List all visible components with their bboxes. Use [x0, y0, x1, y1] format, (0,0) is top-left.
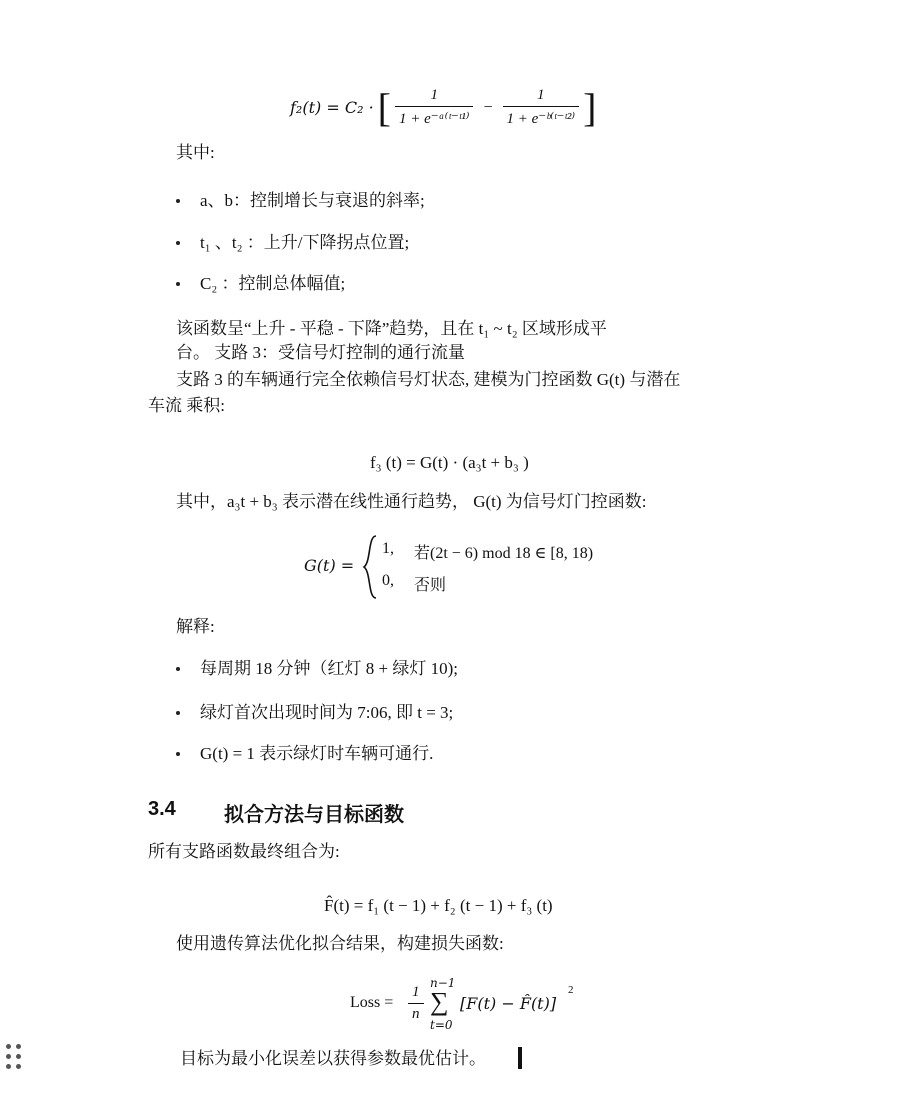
bullet-item: a、b：控制增长与衰退的斜率; [200, 191, 425, 210]
explain-label: 解释: [176, 617, 215, 636]
text-cursor [518, 1047, 522, 1069]
formula-loss-sum-top: n−1 [430, 976, 456, 990]
formula-f2-frac-2 [503, 87, 580, 128]
bullet-item: t₁ 、t₂ ：上升/下降拐点位置; [200, 233, 410, 252]
paragraph-line: 使用遗传算法优化拟合结果，构建损失函数: [176, 934, 504, 953]
bullet-item: 绿灯首次出现时间为 7:06, 即 t = 3; [200, 703, 454, 722]
formula-f3: f₃ (t) = G(t) · (a₃t + b₃ ) [370, 453, 529, 472]
paragraph-line: 车流 乘积: [148, 396, 225, 415]
bullet-item: 每周期 18 分钟（红灯 8 + 绿灯 10); [200, 659, 458, 678]
drag-handle-icon[interactable] [4, 1042, 24, 1072]
formula-g-case1-cond: 若(2t − 6) mod 18 ∈ [8, 18) [414, 545, 594, 562]
paragraph-line: 所有支路函数最终组合为: [148, 842, 340, 861]
where-label-2: 其中，a₃t + b₃ 表示潜在线性通行趋势， G(t) 为信号灯门控函数: [176, 492, 647, 511]
formula-f2-minus: − [483, 98, 493, 116]
formula-g-lhs: G(t) = [304, 556, 355, 575]
formula-loss-frac [408, 984, 424, 1023]
bullet-dot [176, 282, 180, 286]
formula-f2-num-2: 1 [537, 87, 545, 103]
bullet-dot [176, 241, 180, 245]
formula-loss-frac-num: 1 [412, 984, 420, 1000]
formula-f2-lhs: f₂(t) = C₂ · [290, 98, 374, 117]
formula-f2-frac-1 [395, 87, 474, 128]
formula-g-brace [362, 534, 380, 600]
formula-f2-bracket-right: ] [583, 85, 597, 130]
formula-f2-den-1: 1 + e⁻ᵃ⁽ᵗ⁻ᵗ¹⁾ [395, 106, 474, 128]
formula-f2-num-1: 1 [430, 87, 438, 103]
formula-loss [350, 974, 590, 1036]
bullet-dot [176, 711, 180, 715]
paragraph-line: 支路 3 的车辆通行完全依赖信号灯状态, 建模为门控函数 G(t) 与潜在 [176, 370, 681, 389]
formula-fhat: F̂(t) = f₁ (t − 1) + f₂ (t − 1) + f₃ (t) [324, 896, 553, 915]
formula-loss-frac-den: n [408, 1003, 424, 1023]
formula-loss-power: 2 [568, 984, 574, 996]
bullet-dot [176, 667, 180, 671]
section-number: 3.4 [148, 798, 176, 820]
formula-f2 [290, 84, 596, 128]
formula-g [304, 532, 644, 602]
bullet-dot [176, 199, 180, 203]
paragraph-line: 该函数呈“上升 - 平稳 - 下降”趋势，且在 t₁ ~ t₂ 区域形成平 [176, 319, 607, 338]
formula-loss-lhs: Loss = [350, 994, 394, 1011]
formula-g-case2-cond: 否则 [414, 577, 447, 594]
formula-loss-sum-bottom: t=0 [430, 1018, 453, 1032]
paragraph-line: 台。 支路 3：受信号灯控制的通行流量 [176, 343, 465, 362]
formula-loss-body: [F(t) − F̂(t)] [460, 994, 557, 1013]
where-label-1: 其中: [176, 143, 215, 162]
formula-g-case1-val: 1, [382, 540, 394, 557]
bullet-item: G(t) = 1 表示绿灯时车辆可通行. [200, 744, 434, 763]
section-title: 拟合方法与目标函数 [224, 804, 404, 826]
formula-g-case2-val: 0, [382, 572, 394, 589]
bullet-item: C₂ ：控制总体幅值; [200, 274, 346, 293]
bullet-dot [176, 752, 180, 756]
formula-f2-bracket-left: [ [377, 85, 391, 130]
formula-f2-den-2: 1 + e⁻ᵇ⁽ᵗ⁻ᵗ²⁾ [503, 106, 580, 128]
formula-loss-sum-symbol: ∑ [430, 987, 449, 1016]
paragraph-line: 目标为最小化误差以获得参数最优估计。 [180, 1049, 486, 1068]
